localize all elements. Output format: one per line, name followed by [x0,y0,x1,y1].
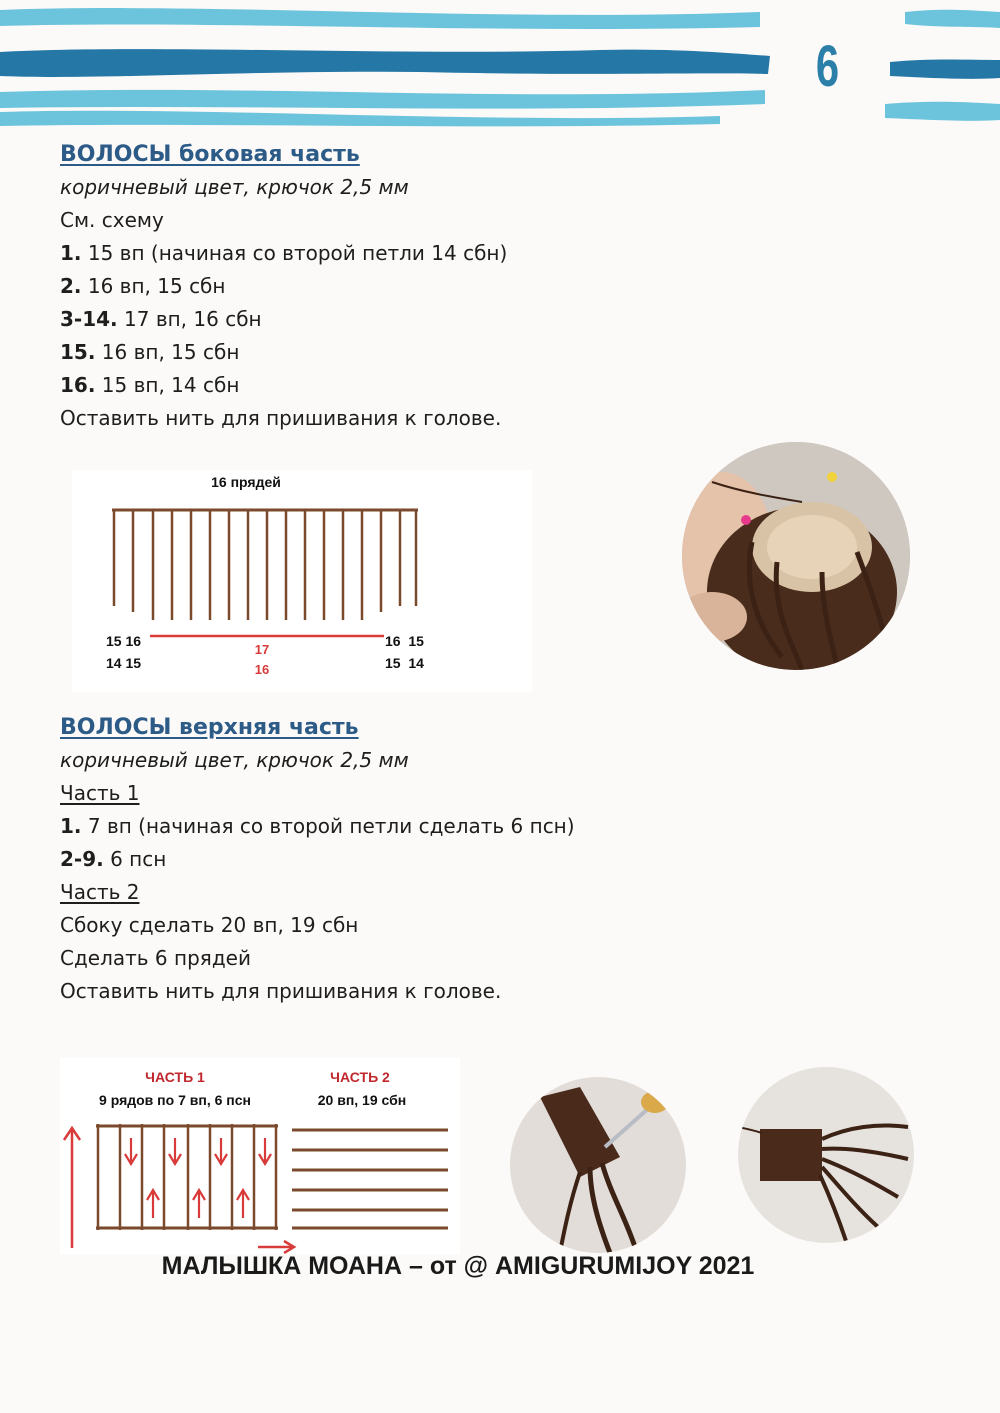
header-stripes [0,0,1000,140]
instruction-line: Оставить нить для пришивания к голове. [60,979,502,1003]
section-side-intro: См. схему [60,208,164,232]
section-side-hair [60,138,680,435]
diagram-side-title: 16 прядей [211,474,281,490]
instruction-row: 16. 15 вп, 14 сбн [60,373,240,397]
photo-top-hair-part1 [510,1077,686,1253]
diagram-side-mid-top: 17 [254,642,270,657]
footer-credit: МАЛЫШКА МОАНА – от @ AMIGURUMIJOY 2021 [161,1252,755,1280]
instruction-line: Сбоку сделать 20 вп, 19 сбн [60,913,359,937]
photo-top-hair-part2 [738,1067,914,1243]
top-hair-diagram [60,1058,460,1254]
instruction-row: 2. 16 вп, 15 сбн [60,274,226,298]
section-side-subtitle: коричневый цвет, крючок 2,5 мм [60,175,409,199]
section-side-title: ВОЛОСЫ боковая часть [60,142,360,167]
section-side-outro: Оставить нить для пришивания к голове. [60,406,502,430]
photo-side-hair [682,442,910,670]
diagram-side-left-top: 15 16 [106,633,142,649]
diagram-side-right-top: 16 15 [385,633,424,649]
diagram-side-left-bottom: 14 15 [106,655,142,671]
part1-label: Часть 1 [60,781,140,805]
instruction-row: 3-14. 17 вп, 16 сбн [60,307,262,331]
diagram-top-part1-caption: 9 рядов по 7 вп, 6 псн [99,1092,251,1108]
diagram-top-part2-caption: 20 вп, 19 сбн [317,1092,407,1108]
instruction-row: 2-9. 6 псн [60,847,167,871]
instruction-line: Сделать 6 прядей [60,946,251,970]
part2-label: Часть 2 [60,880,140,904]
section-top-subtitle: коричневый цвет, крючок 2,5 мм [60,748,409,772]
diagram-side-right-bottom: 15 14 [385,655,424,671]
page-number: 6 [815,34,840,99]
diagram-top-part2-title: ЧАСТЬ 2 [330,1069,390,1085]
instruction-row: 1. 7 вп (начиная со второй петли сделать 6 псн) [60,814,575,838]
section-top-hair [60,711,680,1008]
side-hair-diagram [72,470,532,692]
instruction-row: 15. 16 вп, 15 сбн [60,340,240,364]
diagram-top-part1-title: ЧАСТЬ 1 [145,1069,205,1085]
section-top-title: ВОЛОСЫ верхняя часть [60,715,359,740]
instruction-row: 1. 15 вп (начиная со второй петли 14 сбн) [60,241,508,265]
diagram-side-mid-bottom: 16 [254,662,270,677]
